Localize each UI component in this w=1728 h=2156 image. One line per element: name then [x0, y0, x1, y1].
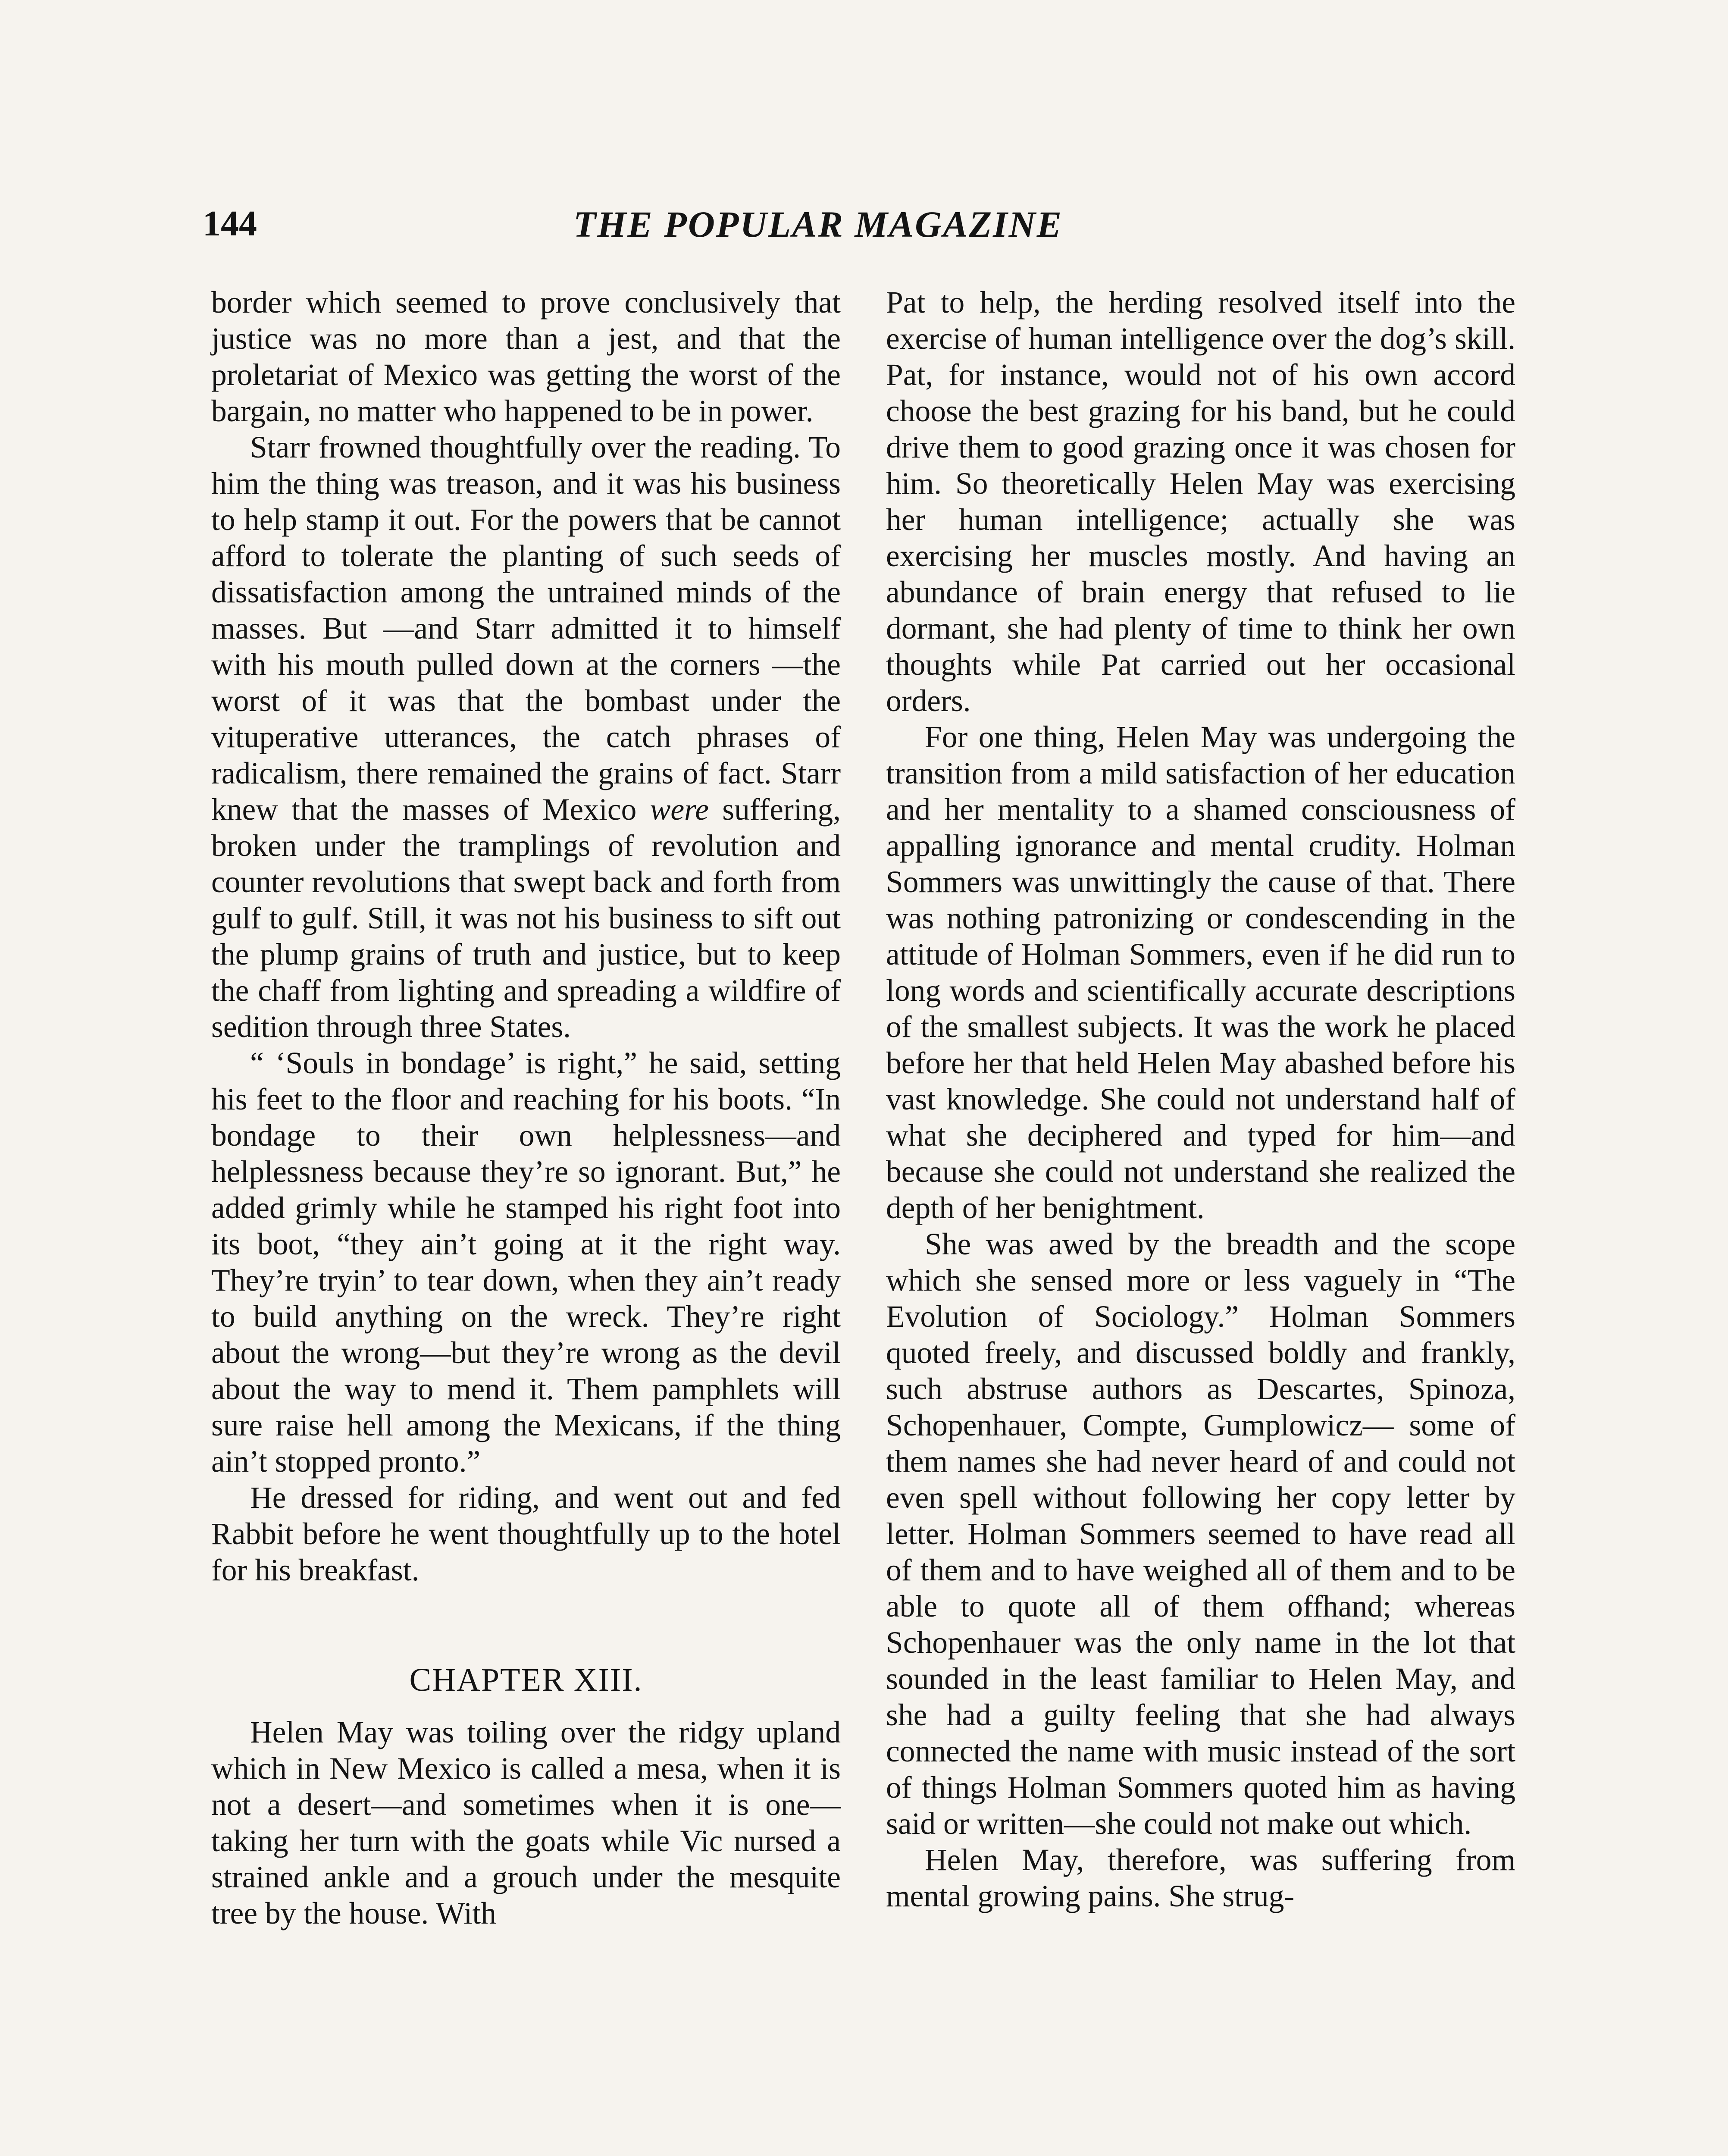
paragraph-right-3: She was awed by the breadth and the scope which she sensed more or less vaguely in “The Evolution of Sociology.” Holman Sommers quoted freely, and discussed boldly and frankly, such abstruse authors as Descartes, Spinoza, Schopenhauer, Compte, Gumplowicz— some of them names she had never heard of and could not even spell without following her copy letter by letter. Holman Sommers seemed to have read all of them and to have weighed all of them and to be able to quote all of them offhand; whereas Schopenhauer was the only name in the lot that sounded in the least familiar to Helen May, and she had a guilty feeling that she had always connected the name with music instead of the sort of things Holman Sommers quoted him as having said or written—she could not make out which. [886, 1227, 1515, 1841]
paragraph-right-2: For one thing, Helen May was undergoing the transition from a mild satisfaction of her education and her mentality to a shamed consciousness of appalling ignorance and mental crudity. Holman Sommers was unwittingly the cause of that. There was nothing patronizing or condescending in the attitude of Holman Sommers, even if he did run to long words and scientifically accurate descriptions of the smallest subjects. It was the work he placed before her that held Helen May abashed before his vast knowledge. She could not understand half of what she deciphered and typed for him—and because she could not understand she realized the depth of her benightment. [886, 720, 1515, 1225]
emphasis-were: were [650, 793, 709, 827]
page-number: 144 [203, 204, 257, 244]
chapter-heading: CHAPTER XIII. [409, 1662, 643, 1698]
paragraph-right-4: Helen May, therefore, was suffering from mental growing pains. She strug- [886, 1843, 1515, 1913]
right-column [886, 285, 1515, 1915]
paragraph-left-4: He dressed for riding, and went out and fed Rabbit before he went thoughtfully up to the hotel for his breakfast. [211, 1481, 841, 1587]
running-head: THE POPULAR MAGAZINE [573, 204, 1063, 245]
paragraph-left-2-end: suffering, broken under the tramplings of revolution and counter revolutions that swept back and forth from gulf to gulf. Still, it was not his business to sift out the plump grains of truth and justice, but to keep the chaff from lighting and spreading a wildfire of sedition through three States. [211, 793, 841, 1044]
paragraph-left-3: “ ‘Souls in bondage’ is right,” he said, setting his feet to the floor and reaching for his boots. “In bondage to their own helplessness—and helplessness because they’re so ignorant. But,” he added grimly while he stamped his right foot into its boot, “they ain’t going at it the right way. They’re tryin’ to tear down, when they ain’t ready to build anything on the wreck. They’re right about the wrong—but they’re wrong as the devil about the way to mend it. Them pamphlets will sure raise hell among the Mexicans, if the thing ain’t stopped pronto.” [211, 1046, 841, 1479]
paragraph-left-1: border which seemed to prove conclusively that justice was no more than a jest, and that the proletariat of Mexico was getting the worst of the bargain, no matter who happened to be in power. [211, 285, 841, 428]
paragraph-right-1: Pat to help, the herding resolved itself into the exercise of human intelligence over the dog’s skill. Pat, for instance, would not of his own accord choose the best grazing for his band, but he could drive them to good grazing once it was chosen for him. So theoretically Helen May was exercising her human intelligence; actually she was exercising her muscles mostly. And having an abundance of brain energy that refused to lie dormant, she had plenty of time to think her own thoughts while Pat carried out her occasional orders. [886, 285, 1515, 718]
paragraph-left-2 [211, 429, 841, 1045]
left-column [211, 285, 841, 1932]
paragraph-left-5: Helen May was toiling over the ridgy upland which in New Mexico is called a mesa, when it is not a desert—and sometimes when it is one—taking her turn with the goats while Vic nursed a strained ankle and a grouch under the mesquite tree by the house. With [211, 1715, 841, 1930]
paragraph-left-2-start: Starr frowned thoughtfully over the reading. To him the thing was treason, and it was his business to help stamp it out. For the powers that be cannot afford to tolerate the planting of such seeds of dissatisfaction among the untrained minds of the masses. But —and Starr admitted it to himself with his mouth pulled down at the corners —the worst of it was that the bombast under the vituperative utterances, the catch phrases of radicalism, there remained the grains of fact. Starr knew that the masses of Mexico [211, 430, 841, 827]
